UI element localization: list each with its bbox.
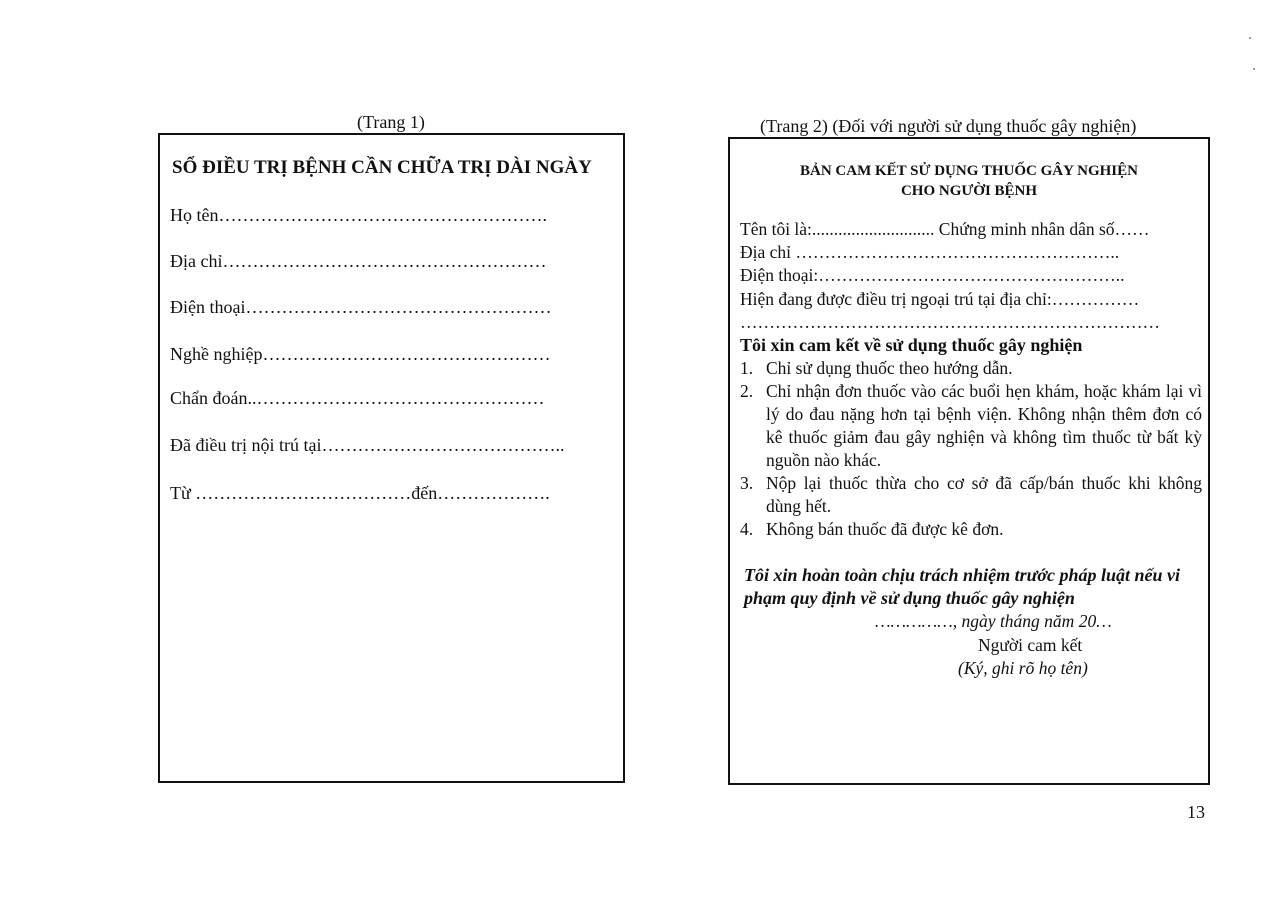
field-phone: Điện thoại…………………………………………… [170,297,552,317]
field-name-id: Tên tôi là:............................ Chứng minh nhân dân số…… [740,219,1150,239]
signature-note: (Ký, ghi rõ họ tên) [958,658,1088,678]
signer-label: Người cam kết [978,635,1083,655]
commitment-title-line2: CHO NGƯỜI BỆNH [900,183,1038,199]
list-item: 1. Chỉ sử dụng thuốc theo hướng dẫn. [740,358,1013,378]
field-occupation: Nghề nghiệp………………………………………… [170,344,551,364]
page-number: 13 [1187,802,1205,822]
field-outpatient-address-cont: ……………………………………………………………… [740,312,1160,332]
field-outpatient-address: Hiện đang được điều trị ngoại trú tại địa chỉ:…………… [740,289,1140,309]
list-item: 4. Không bán thuốc đã được kê đơn. [740,519,1004,539]
field-date-range: Từ ………………………………đến………………. [170,483,550,503]
date-line: ……………, ngày tháng năm 20… [875,611,1112,631]
responsibility-statement: Tôi xin hoàn toàn chịu trách nhiệm trước pháp luật nếu vi phạm quy định về sử dụng thuốc gây nghiện [744,565,1181,608]
field-full-name: Họ tên………………………………………………. [170,205,547,225]
commitment-title-line1: BẢN CAM KẾT SỬ DỤNG THUỐC GÂY NGHIỆN [800,163,1138,179]
field-address: Địa chỉ ……………………………………………….. [740,242,1120,262]
field-inpatient-at: Đã điều trị nội trú tại………………………………….. [170,435,565,455]
field-phone: Điện thoại:…………………………………………….. [740,265,1125,285]
list-item: 3. Nộp lại thuốc thừa cho cơ sở đã cấp/bán thuốc khi không dùng hết. [740,473,1202,516]
field-diagnosis: Chẩn đoán..………………………………………… [170,388,545,408]
scan-speck [1253,68,1255,70]
commitment-list [740,357,1202,541]
commit-heading: Tôi xin cam kết về sử dụng thuốc gây nghiện [740,335,1083,355]
page1-caption: (Trang 1) [357,112,425,132]
treatment-book-panel [158,133,625,783]
commitment-title [730,161,1208,201]
scan-speck [1249,37,1251,39]
treatment-book-title: SỔ ĐIỀU TRỊ BỆNH CẦN CHỮA TRỊ DÀI NGÀY [172,157,592,178]
list-item: 2. Chỉ nhận đơn thuốc vào các buổi hẹn khám, hoặc khám lại vì lý do đau nặng hơn tại bệnh viện. Không nhận thêm đơn có kê thuốc giảm đau gây nghiện và không tìm thuốc từ bất kỳ nguồn nào khác. [740,381,1202,470]
page2-caption: (Trang 2) (Đối với người sử dụng thuốc gây nghiện) [760,116,1137,136]
field-address: Địa chỉ……………………………………………… [170,251,547,271]
commitment-panel [728,137,1210,785]
